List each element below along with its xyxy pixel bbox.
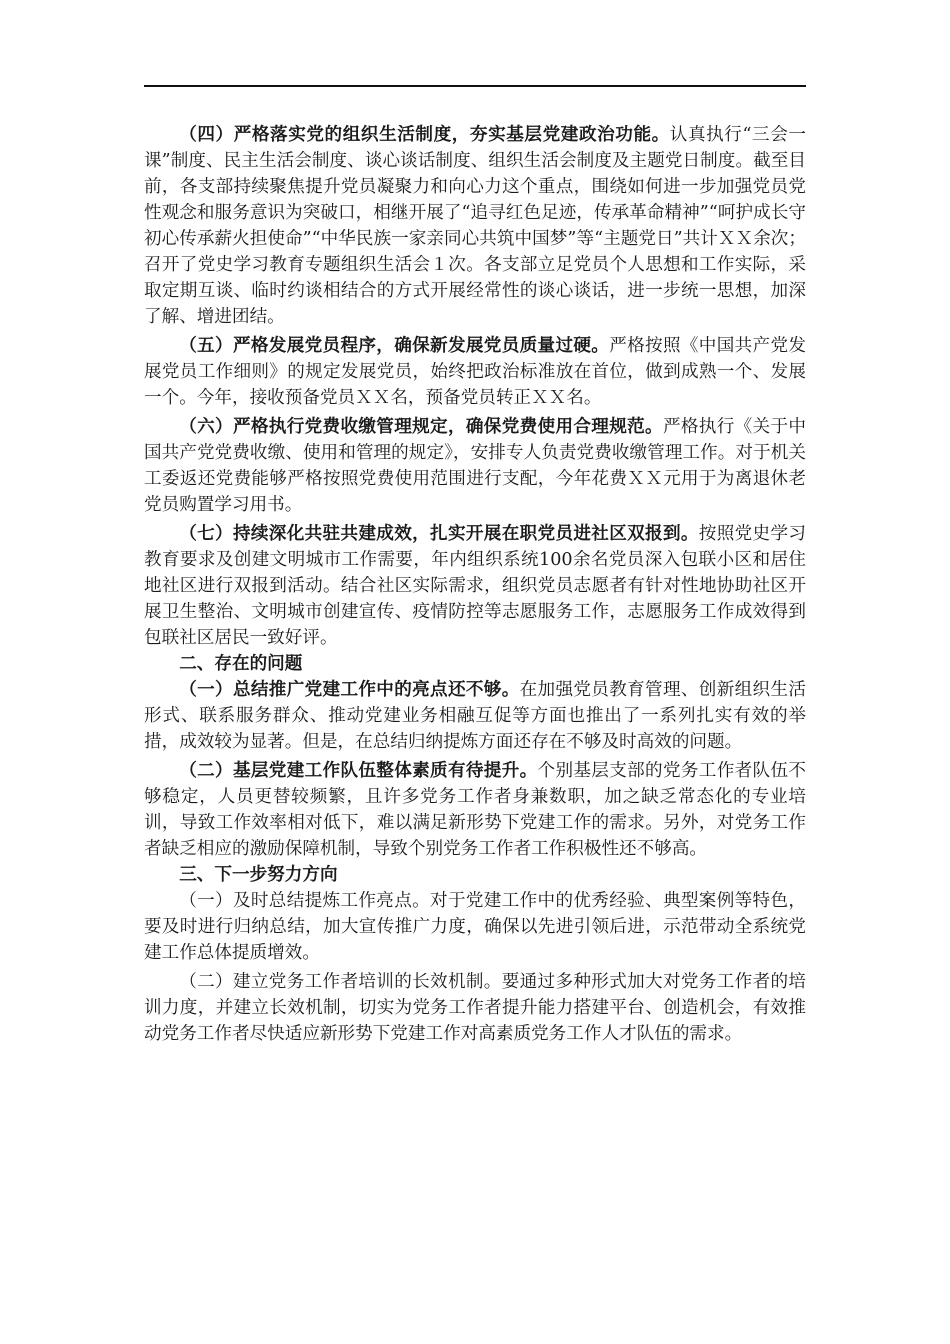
- section-heading: 二、存在的问题: [179, 653, 303, 674]
- paragraph-text: 严格执行《关于中国共产党党费收缴、使用和管理的规定》，安排专人负责党费收缴管理工作。对于机关工委返还党费能够严格按照党费使用范围进行支配，今年花费ＸＸ元用于为离退休老党员购置学习用书。: [144, 417, 806, 515]
- paragraph-lead: （七）持续深化共驻共建成效，扎实开展在职党员进社区双报到。: [179, 523, 699, 544]
- paragraph-text: （二）建立党务工作者培训的长效机制。要通过多种形式加大对党务工作者的培训力度，并建立长效机制，切实为党务工作者提升能力搭建平台、创造机会，有效推动党务工作者尽快适应新形势下党建工作对高素质党务工作人才队伍的需求。: [144, 972, 806, 1044]
- paragraph-lead: （五）严格发展党员程序，确保新发展党员质量过硬。: [179, 335, 610, 356]
- paragraph-text: 认真执行“三会一课”制度、民主生活会制度、谈心谈话制度、组织生活会制度及主题党日制度。截至目前，各支部持续聚焦提升党员凝聚力和向心力这个重点，围绕如何进一步加强党员党性观念和服务意识为突破口，相继开展了“追寻红色足迹，传承革命精神”“呵护成长守初心传承薪火担使命”“中华民族一家亲同心共筑中国梦”等“主题党日”共计ＸＸ余次；召开了党史学习教育专题组织生活会１次。各支部立足党员个人思想和工作实际，采取定期互谈、临时约谈相结合的方式开展经常性的谈心谈话，进一步统一思想，加深了解、增进团结。: [144, 125, 806, 327]
- paragraph-lead: （一）总结推广党建工作中的亮点还不够。: [179, 679, 520, 700]
- section-paragraph: [144, 758, 806, 862]
- section-paragraph: [144, 888, 806, 966]
- section-paragraph: [144, 414, 806, 518]
- paragraph-lead: （四）严格落实党的组织生活制度，夯实基层党建政治功能。: [179, 124, 670, 145]
- section-heading: 三、下一步努力方向: [179, 864, 338, 885]
- paragraph-text: 严格按照《中国共产党发展党员工作细则》的规定发展党员，始终把政治标准放在首位，做到成熟一个、发展一个。今年，接收预备党员ＸＸ名，预备党员转正ＸＸ名。: [144, 336, 806, 408]
- section-paragraph: [144, 521, 806, 651]
- paragraph-text: 个别基层支部的党务工作者队伍不够稳定，人员更替较频繁，且许多党务工作者身兼数职，加之缺乏常态化的专业培训，导致工作效率相对低下，难以满足新形势下党建工作的需求。另外，对党务工作者缺乏相应的激励保障机制，导致个别党务工作者工作积极性还不够高。: [144, 761, 806, 859]
- header-rule: [144, 85, 806, 87]
- paragraph-lead: （二）基层党建工作队伍整体素质有待提升。: [179, 760, 538, 781]
- paragraph-text: （一）及时总结提炼工作亮点。对于党建工作中的优秀经验、典型案例等特色，要及时进行归纳总结，加大宣传推广力度，确保以先进引领后进，示范带动全系统党建工作总体提质增效。: [144, 891, 806, 963]
- paragraph-lead: （六）严格执行党费收缴管理规定，确保党费使用合理规范。: [179, 416, 663, 437]
- section-paragraph: [144, 677, 806, 755]
- section-paragraph: [144, 122, 806, 330]
- section-paragraph: [144, 333, 806, 411]
- paragraph-text: 按照党史学习教育要求及创建文明城市工作需要，年内组织系统100余名党员深入包联小区和居住地社区进行双报到活动。结合社区实际需求，组织党员志愿者有针对性地协助社区开展卫生整治、文明城市创建宣传、疫情防控等志愿服务工作，志愿服务工作成效得到包联社区居民一致好评。: [144, 524, 806, 648]
- document-body: [144, 122, 806, 1047]
- section-paragraph: [144, 969, 806, 1047]
- paragraph-text: 在加强党员教育管理、创新组织生活形式、联系服务群众、推动党建业务相融互促等方面也推出了一系列扎实有效的举措，成效较为显著。但是，在总结归纳提炼方面还存在不够及时高效的问题。: [144, 680, 806, 752]
